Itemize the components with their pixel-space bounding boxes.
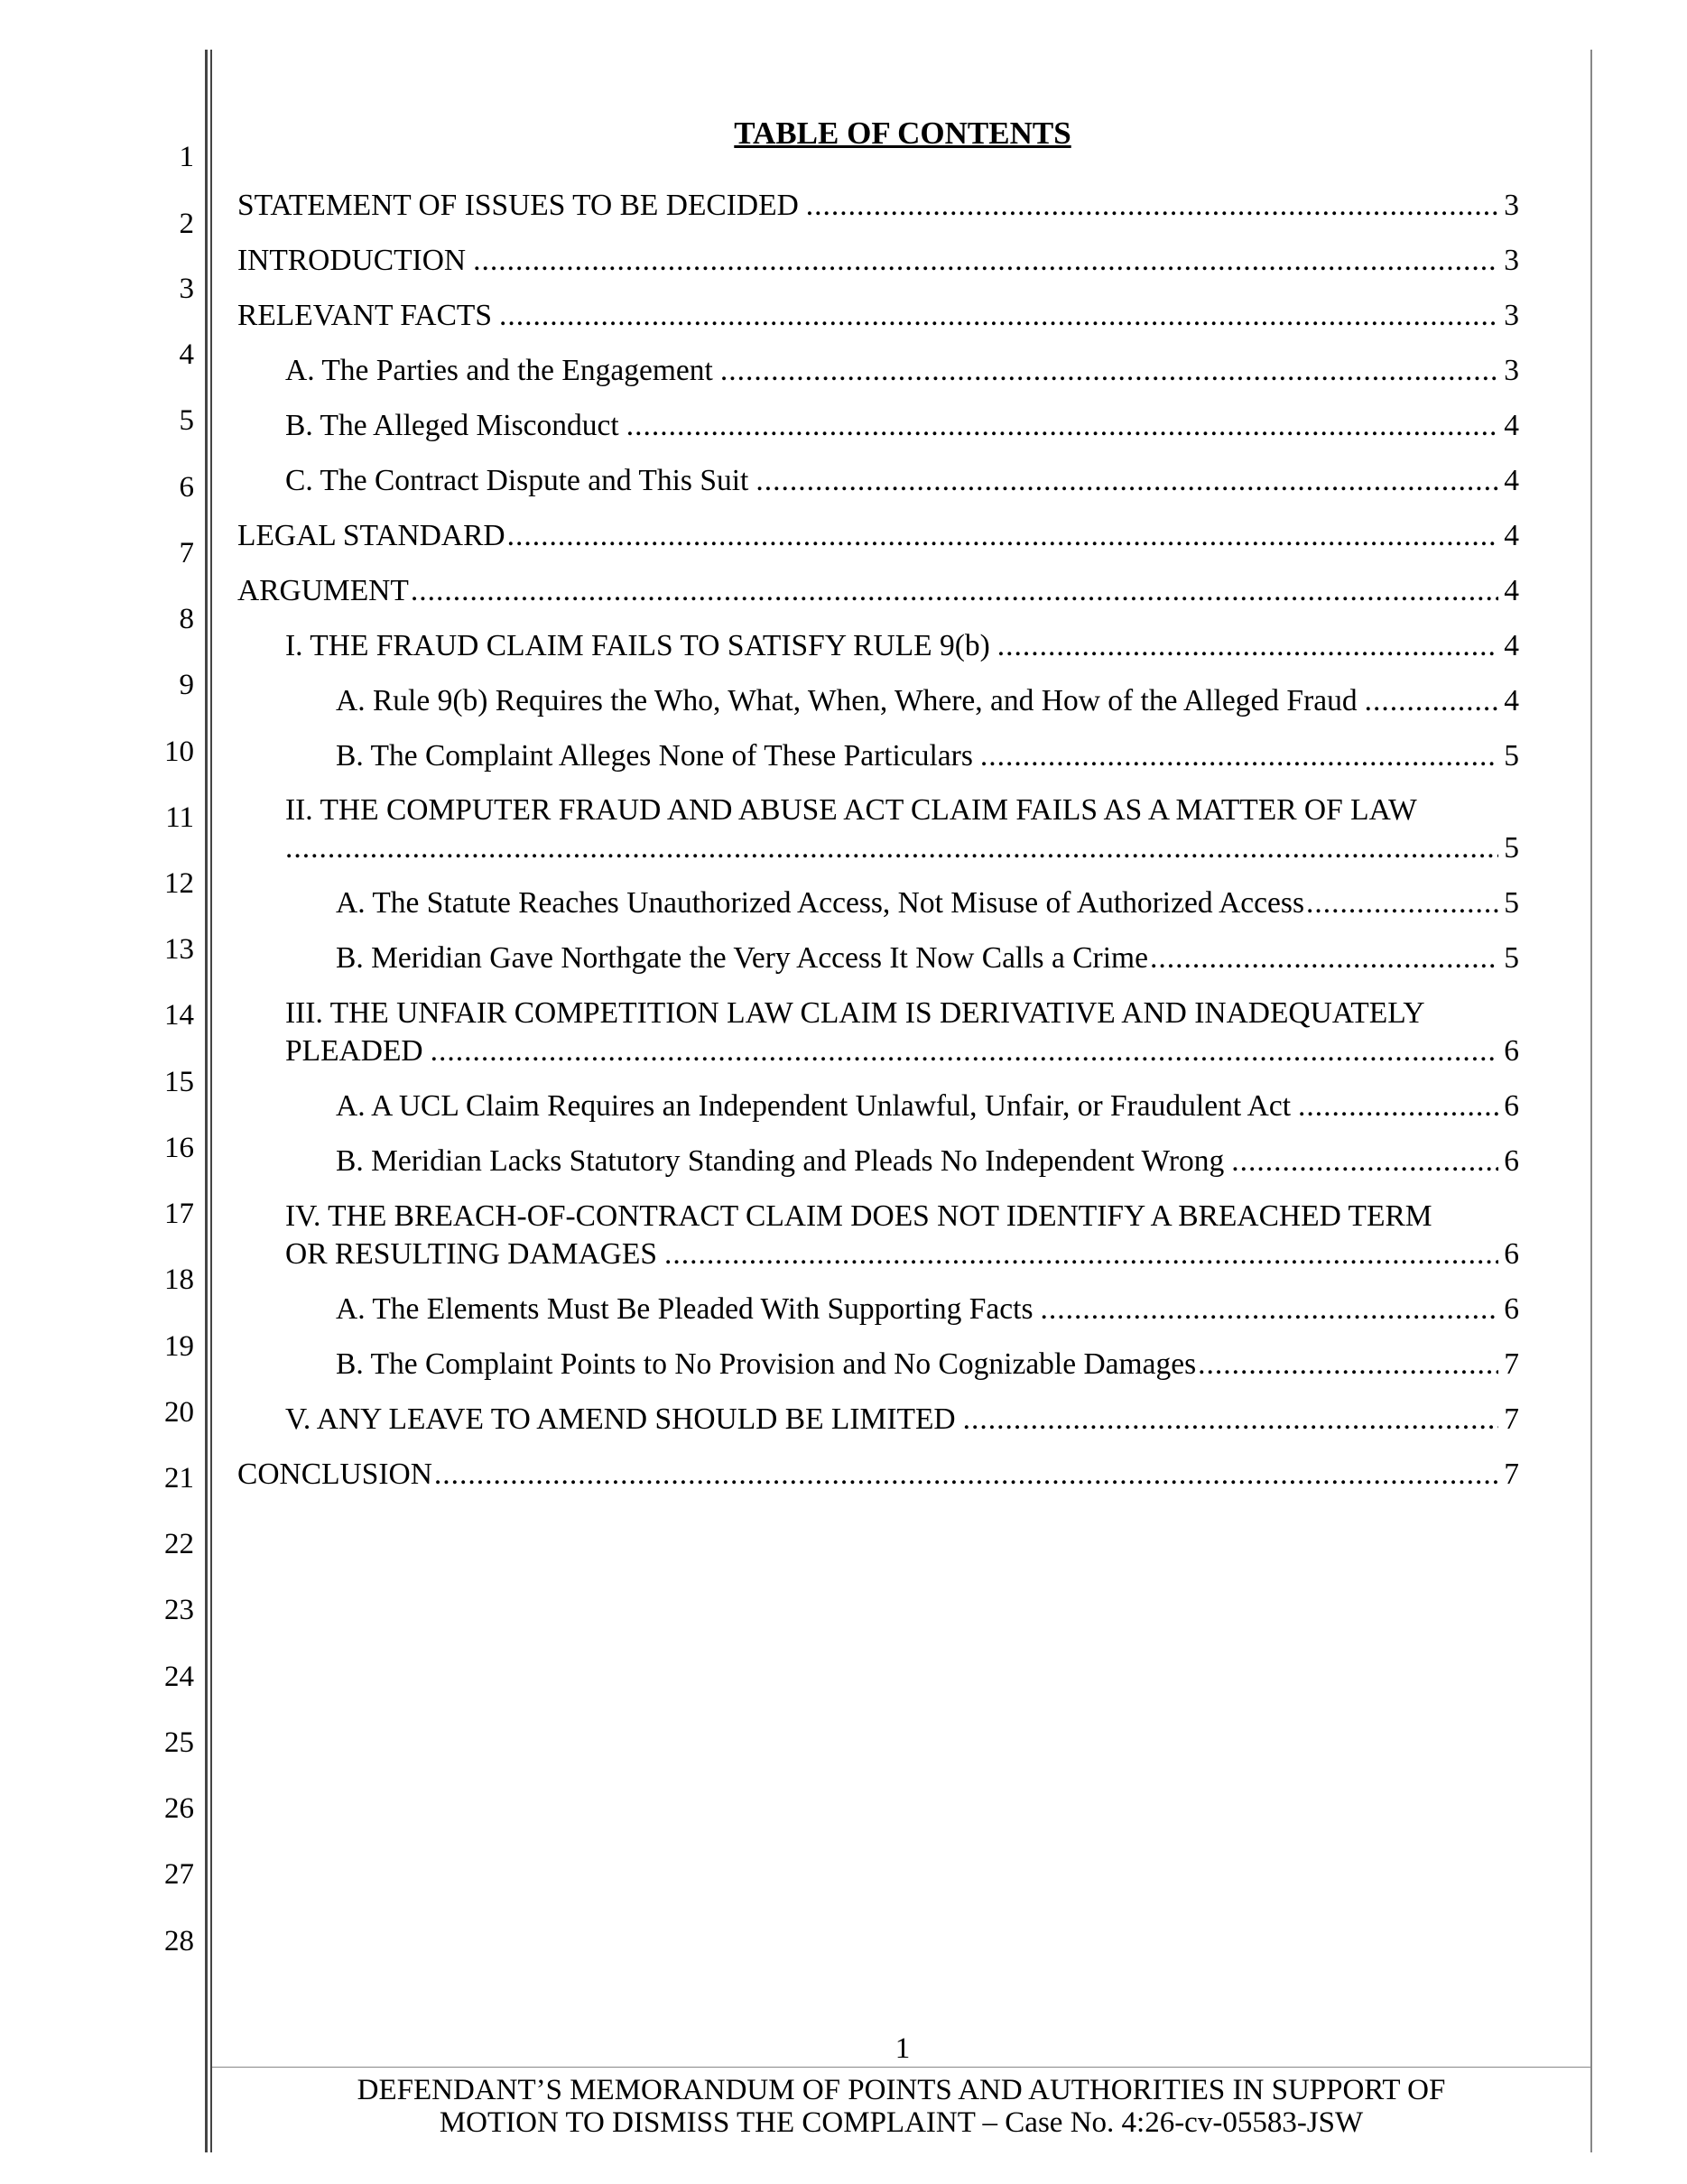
left-margin-rule bbox=[205, 50, 208, 2152]
toc-entry[interactable] bbox=[237, 186, 1519, 226]
line-number: 18 bbox=[164, 1263, 194, 1296]
toc-entry-page: 4 bbox=[1504, 629, 1519, 662]
toc-entry-title: I. THE FRAUD CLAIM FAILS TO SATISFY RULE 9(b) bbox=[285, 629, 990, 662]
toc-entry[interactable] bbox=[336, 939, 1519, 978]
toc-entry[interactable] bbox=[285, 626, 1519, 666]
toc-entry-title: B. Meridian Gave Northgate the Very Access It Now Calls a Crime bbox=[336, 941, 1148, 975]
toc-entry-page: 3 bbox=[1504, 244, 1519, 277]
toc-entry[interactable] bbox=[285, 461, 1519, 501]
line-number: 4 bbox=[179, 338, 194, 371]
toc-entry-page: 6 bbox=[1504, 1237, 1519, 1271]
line-number: 23 bbox=[164, 1594, 194, 1626]
toc-entry-page: 4 bbox=[1504, 464, 1519, 497]
toc-entry-title: INTRODUCTION bbox=[237, 244, 467, 277]
toc-entry-title: A. A UCL Claim Requires an Independent Unlawful, Unfair, or Fraudulent Act bbox=[336, 1089, 1292, 1123]
line-number: 10 bbox=[164, 736, 194, 768]
toc-entry[interactable] bbox=[336, 1087, 1519, 1126]
line-number: 2 bbox=[179, 208, 194, 240]
toc-entry-title: A. Rule 9(b) Requires the Who, What, When, Where, and How of the Alleged Fraud bbox=[336, 684, 1358, 717]
toc-entry[interactable] bbox=[285, 406, 1519, 446]
line-number: 1 bbox=[179, 141, 194, 173]
toc-entry-page: 5 bbox=[1504, 739, 1519, 773]
toc-entry-page: 5 bbox=[1504, 831, 1519, 865]
toc-entry-page: 7 bbox=[1504, 1402, 1519, 1436]
line-number: 7 bbox=[179, 537, 194, 569]
toc-entry-page: 4 bbox=[1504, 684, 1519, 717]
toc-entry-page: 3 bbox=[1504, 299, 1519, 332]
toc-entry-continuation[interactable] bbox=[285, 1235, 1519, 1274]
toc-entry[interactable] bbox=[336, 736, 1519, 776]
line-number: 22 bbox=[164, 1528, 194, 1560]
toc-entry-title: A. The Elements Must Be Pleaded With Supporting Facts bbox=[336, 1292, 1034, 1326]
toc-entry-title: B. The Alleged Misconduct bbox=[285, 409, 619, 442]
line-number: 3 bbox=[179, 273, 194, 305]
toc-entry-page: 4 bbox=[1504, 574, 1519, 607]
line-number: 19 bbox=[164, 1330, 194, 1363]
footer-caption-line-1: DEFENDANT’S MEMORANDUM OF POINTS AND AUTHORITIES IN SUPPORT OF bbox=[357, 2074, 1446, 2106]
toc-entry[interactable] bbox=[336, 1142, 1519, 1181]
toc-entry-title: B. The Complaint Alleges None of These Particulars bbox=[336, 739, 973, 773]
toc-entry-page: 4 bbox=[1504, 519, 1519, 552]
toc-entry[interactable] bbox=[237, 241, 1519, 281]
toc-entry[interactable] bbox=[237, 1455, 1519, 1495]
toc-entry-title: B. Meridian Lacks Statutory Standing and Pleads No Independent Wrong bbox=[336, 1144, 1225, 1178]
toc-entry-title: V. ANY LEAVE TO AMEND SHOULD BE LIMITED bbox=[285, 1402, 956, 1436]
line-number: 28 bbox=[164, 1925, 194, 1957]
line-number: 13 bbox=[164, 933, 194, 966]
toc-entry-title: OR RESULTING DAMAGES bbox=[285, 1237, 657, 1271]
toc-entry-title[interactable]: II. THE COMPUTER FRAUD AND ABUSE ACT CLAIM FAILS AS A MATTER OF LAW bbox=[285, 793, 1417, 827]
toc-entry-page: 3 bbox=[1504, 189, 1519, 222]
toc-entry-page: 6 bbox=[1504, 1144, 1519, 1178]
toc-entry[interactable] bbox=[237, 296, 1519, 336]
line-number: 5 bbox=[179, 404, 194, 437]
toc-entry-title: CONCLUSION bbox=[237, 1458, 432, 1491]
toc-entry[interactable] bbox=[237, 516, 1519, 556]
toc-entry-title: PLEADED bbox=[285, 1034, 423, 1068]
left-margin-rule-inner bbox=[210, 50, 212, 2152]
footer-caption-line-2: MOTION TO DISMISS THE COMPLAINT – Case No. 4:26-cv-05583-JSW bbox=[439, 2106, 1364, 2139]
toc-entry[interactable] bbox=[285, 351, 1519, 391]
toc-entry-continuation[interactable] bbox=[285, 1032, 1519, 1071]
toc-entry-title: LEGAL STANDARD bbox=[237, 519, 505, 552]
line-number: 11 bbox=[165, 801, 194, 834]
footer-rule bbox=[212, 2067, 1590, 2068]
toc-entry-page: 6 bbox=[1504, 1034, 1519, 1068]
line-number: 26 bbox=[164, 1792, 194, 1825]
toc-entry[interactable] bbox=[336, 681, 1519, 721]
toc-entry-page: 3 bbox=[1504, 354, 1519, 387]
toc-entry[interactable] bbox=[336, 884, 1519, 923]
toc-entry-page: 7 bbox=[1504, 1347, 1519, 1381]
toc-entry-title: C. The Contract Dispute and This Suit bbox=[285, 464, 749, 497]
toc-entry[interactable] bbox=[336, 1345, 1519, 1384]
line-number: 21 bbox=[164, 1462, 194, 1495]
toc-entry[interactable] bbox=[336, 1290, 1519, 1329]
toc-entry-title: A. The Statute Reaches Unauthorized Access, Not Misuse of Authorized Access bbox=[336, 886, 1304, 920]
page-number: 1 bbox=[894, 2032, 911, 2065]
toc-entry-page: 7 bbox=[1504, 1458, 1519, 1491]
line-number: 17 bbox=[164, 1198, 194, 1230]
toc-entry-continuation[interactable] bbox=[285, 828, 1519, 868]
line-number: 6 bbox=[179, 471, 194, 504]
toc-entry-page: 6 bbox=[1504, 1292, 1519, 1326]
toc-entry[interactable] bbox=[285, 1400, 1519, 1439]
line-number: 20 bbox=[164, 1396, 194, 1429]
line-number: 15 bbox=[164, 1066, 194, 1098]
toc-entry-title: RELEVANT FACTS bbox=[237, 299, 493, 332]
toc-entry-title[interactable]: IV. THE BREACH-OF-CONTRACT CLAIM DOES NOT IDENTIFY A BREACHED TERM bbox=[285, 1199, 1432, 1233]
line-number: 8 bbox=[179, 603, 194, 635]
toc-entry-title: A. The Parties and the Engagement bbox=[285, 354, 713, 387]
toc-entry-title: B. The Complaint Points to No Provision and No Cognizable Damages bbox=[336, 1347, 1197, 1381]
toc-entry-page: 6 bbox=[1504, 1089, 1519, 1123]
toc-entry[interactable] bbox=[237, 571, 1519, 611]
toc-entry-page: 4 bbox=[1504, 409, 1519, 442]
toc-entry-title: ARGUMENT bbox=[237, 574, 409, 607]
toc-entry-title: STATEMENT OF ISSUES TO BE DECIDED bbox=[237, 189, 799, 222]
toc-title: TABLE OF CONTENTS bbox=[734, 116, 1071, 151]
line-number: 14 bbox=[164, 999, 194, 1032]
line-number: 9 bbox=[179, 669, 194, 701]
toc-entry-page: 5 bbox=[1504, 941, 1519, 975]
line-number: 25 bbox=[164, 1726, 194, 1759]
line-number: 27 bbox=[164, 1858, 194, 1891]
line-number: 24 bbox=[164, 1661, 194, 1693]
right-margin-rule bbox=[1590, 50, 1592, 2152]
toc-entry-page: 5 bbox=[1504, 886, 1519, 920]
toc-entry-title[interactable]: III. THE UNFAIR COMPETITION LAW CLAIM IS DERIVATIVE AND INADEQUATELY bbox=[285, 996, 1425, 1030]
line-number: 12 bbox=[164, 867, 194, 900]
line-number: 16 bbox=[164, 1132, 194, 1164]
